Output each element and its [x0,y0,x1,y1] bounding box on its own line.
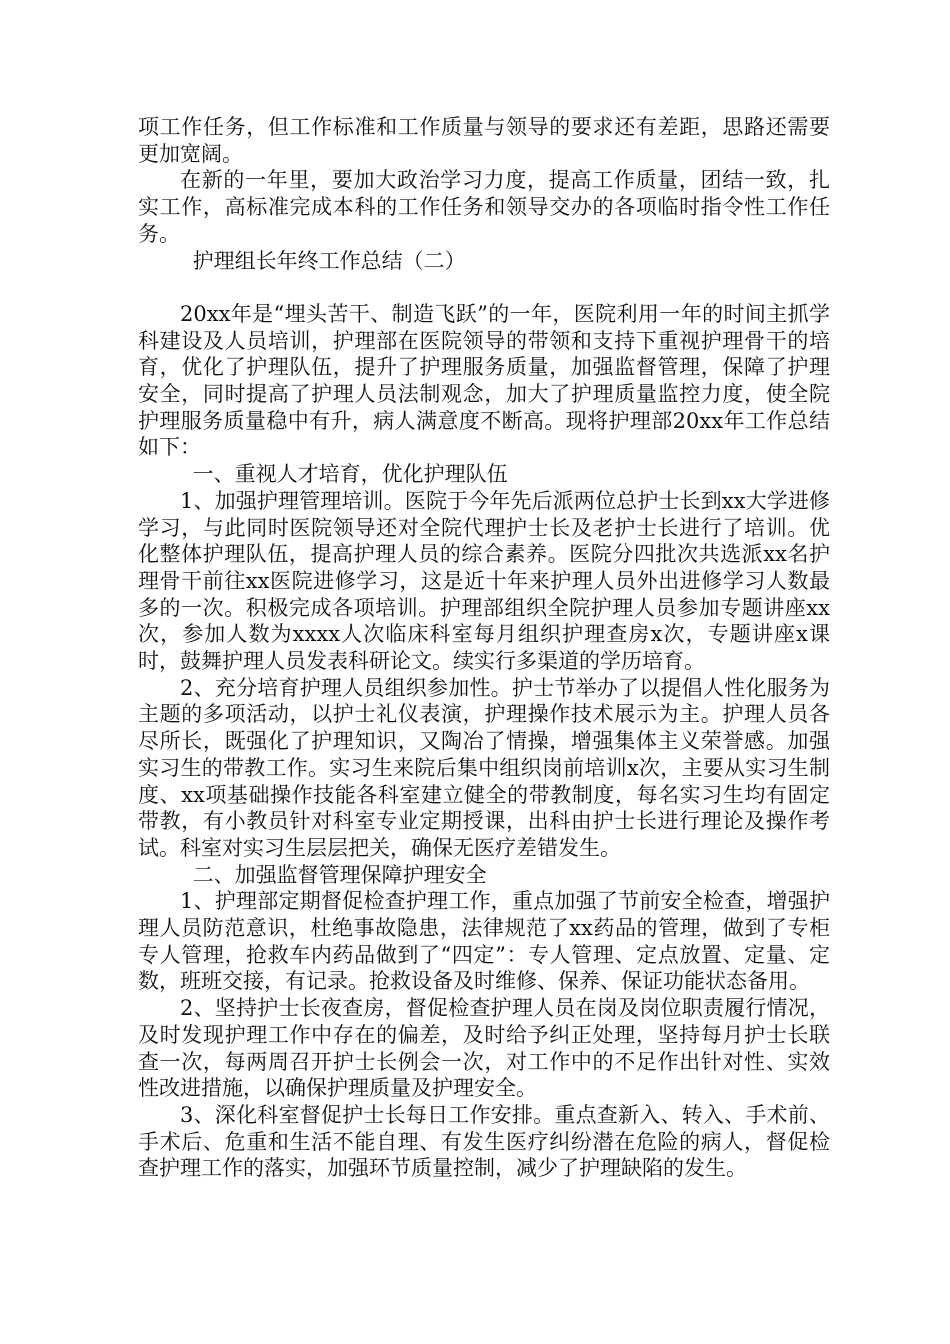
paragraph-training: 1、加强护理管理培训。医院于今年先后派两位总护士长到xx大学进修学习，与此同时医院领导还对全院代理护士长及老护士长进行了培训。优化整体护理队伍，提高护理人员的综合素养。医院分四批次共选派xx名护理骨干前往xx医院进修学习，这是近十年来护理人员外出进修学习人数最多的一次。积极完成各项培训。护理部组织全院护理人员参加专题讲座xx次，参加人数为xxxx人次临床科室每月组织护理查房x次，专题讲座x课时，鼓舞护理人员发表科研论文。续实行多渠道的学历培育。 [138,488,830,674]
document-page [138,114,830,1182]
blank-line [138,274,830,301]
heading-talent-cultivation: 一、重视人才培育，优化护理队伍 [192,462,508,487]
paragraph-inspection: 1、护理部定期督促检查护理工作，重点加强了节前安全检查，增强护理人员防范意识，杜绝事故隐患，法律规范了xx药品的管理，做到了专柜专人管理，抢救车内药品做到了“四定”：专人管理、定点放置、定量、定数，班班交接，有记录。抢救设备及时维修、保养、保证功能状态备用。 [138,889,830,994]
paragraph-continuation: 项工作任务，但工作标准和工作质量与领导的要求还有差距，思路还需要更加宽阔。 [138,115,830,166]
paragraph-intro: 20xx年是“埋头苦干、制造飞跃”的一年，医院利用一年的时间主抓学科建设及人员培训，护理部在医院领导的带领和支持下重视护理骨干的培育，优化了护理队伍，提升了护理服务质量，加强监督管理，保障了护理安全，同时提高了护理人员法制观念，加大了护理质量监控力度，使全院护理服务质量稳中有升，病人满意度不断高。现将护理部20xx年工作总结如下： [138,301,830,460]
section-title: 护理组长年终工作总结（二） [192,248,466,273]
paragraph-daily-arrangement: 3、深化科室督促护士长每日工作安排。重点查新入、转入、手术前、手术后、危重和生活不能自理、有发生医疗纠纷潜在危险的病人，督促检查护理工作的落实，加强环节质量控制，减少了护理缺陷的发生。 [138,1103,830,1181]
heading-supervision-safety: 二、加强监督管理保障护理安全 [192,862,487,887]
paragraph-participation: 2、充分培育护理人员组织参加性。护士节举办了以提倡人性化服务为主题的多项活动，以护士礼仪表演，护理操作技术展示为主。护理人员各尽所长，既强化了护理知识，又陶冶了情操，增强集体主义荣誉感。加强实习生的带教工作。实习生来院后集中组织岗前培训x次，主要从实习生制度、xx项基础操作技能各科室建立健全的带教制度，每名实习生均有固定带教，有小教员针对科室专业定期授课，出科由护士长进行理论及操作考试。科室对实习生层层把关，确保无医疗差错发生。 [138,675,830,860]
paragraph-new-year-plan: 在新的一年里，要加大政治学习力度，提高工作质量，团结一致，扎实工作，高标准完成本科的工作任务和领导交办的各项临时指令性工作任务。 [138,168,830,246]
paragraph-night-rounds: 2、坚持护士长夜查房，督促检查护理人员在岗及岗位职责履行情况，及时发现护理工作中存在的偏差，及时给予纠正处理，坚持每月护士长联查一次，每两周召开护士长例会一次，对工作中的不足作出针对性、实效性改进措施，以确保护理质量及护理安全。 [138,996,830,1101]
